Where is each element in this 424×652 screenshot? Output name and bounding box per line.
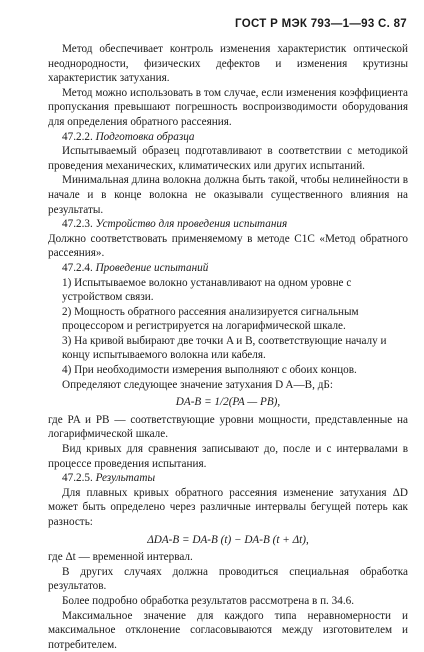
paragraph-method-usage: Метод можно использовать в том случае, если изменения коэффициента пропускания превышают погрешность воспроизводимости оборудования для определения обратного рассеяния. [48,86,408,128]
section-title: Проведение испытаний [95,261,209,274]
paragraph-where-interval: где Δt — временной интервал. [48,551,193,564]
paragraph-reference: Более подробно обработка результатов рассмотрена в п. 34.6. [62,594,355,607]
section-number: 47.2.3. [62,218,93,231]
paragraph-curves: Вид кривых для сравнения записывают до, после и с интервалами в процессе проведения испытания. [48,443,408,470]
list-item: 3) На кривой выбирают две точки A и B, соответствующие началу и концу испытываемого волокна или кабеля. [62,334,387,362]
paragraph-sample-prep: Испытываемый образец подготавливают в соответствии с методикой проведения механических, климатических или других испытаний. [48,145,408,172]
list-item: 2) Мощность обратного рассеяния анализируется сигнальным процессором и регистрируется на логарифмической шкале. [62,305,359,333]
paragraph-where-power: где PA и PB — соответствующие уровни мощности, представленные на логарифмической шкале. [48,413,408,441]
paragraph-min-length: Минимальная длина волокна должна быть такой, чтобы нелинейности в начале и в конце волокна не оказывали существенного влияния на результаты. [48,174,408,216]
formula-attenuation: DA-B = 1/2(PA — PB), [175,396,281,409]
paragraph-apparatus: Должно соответствовать применяемому в методе С1С «Метод обратного рассеяния». [48,232,408,260]
list-item: 1) Испытываемое волокно устанавливают на одном уровне с устройством связи. [62,276,352,304]
section-title: Устройство для проведения испытания [95,218,288,231]
paragraph-results: Для плавных кривых обратного рассеяния изменение затухания ΔD может быть определено через различные интервалы бегущей потерь как разность: [48,486,408,528]
paragraph-attenuation: Определяют следующее значение затухания D A—B, дБ: [62,378,333,391]
paragraph-max-value: Максимальное значение для каждого типа неравномерности и максимальное отклонение согласовываются между изготовителем и потребителем. [48,609,408,651]
section-number: 47.2.5. [62,472,93,485]
section-heading-4723 [48,217,408,232]
paragraph-special-processing: В других случаях должна проводиться специальная обработка результатов. [48,565,408,593]
section-heading-4725 [48,471,408,486]
document-body [48,42,408,652]
section-number: 47.2.4. [62,261,93,274]
paragraph-method-control: Метод обеспечивает контроль изменения характеристик оптической неоднородности, физических дефектов и изменения крутизны характеристик затухания. [48,43,408,85]
section-title: Подготовка образца [95,130,195,143]
page-header: ГОСТ Р МЭК 793—1—93 С. 87 [235,18,407,30]
section-heading-4722 [48,130,408,145]
section-heading-4724 [48,261,408,276]
formula-delta: ΔDA-B = DA-B (t) − DA-B (t + Δt), [147,533,309,546]
section-title: Результаты [95,472,156,485]
section-number: 47.2.2. [62,130,93,143]
list-item: 4) При необходимости измерения выполняют с обоих концов. [62,364,357,377]
